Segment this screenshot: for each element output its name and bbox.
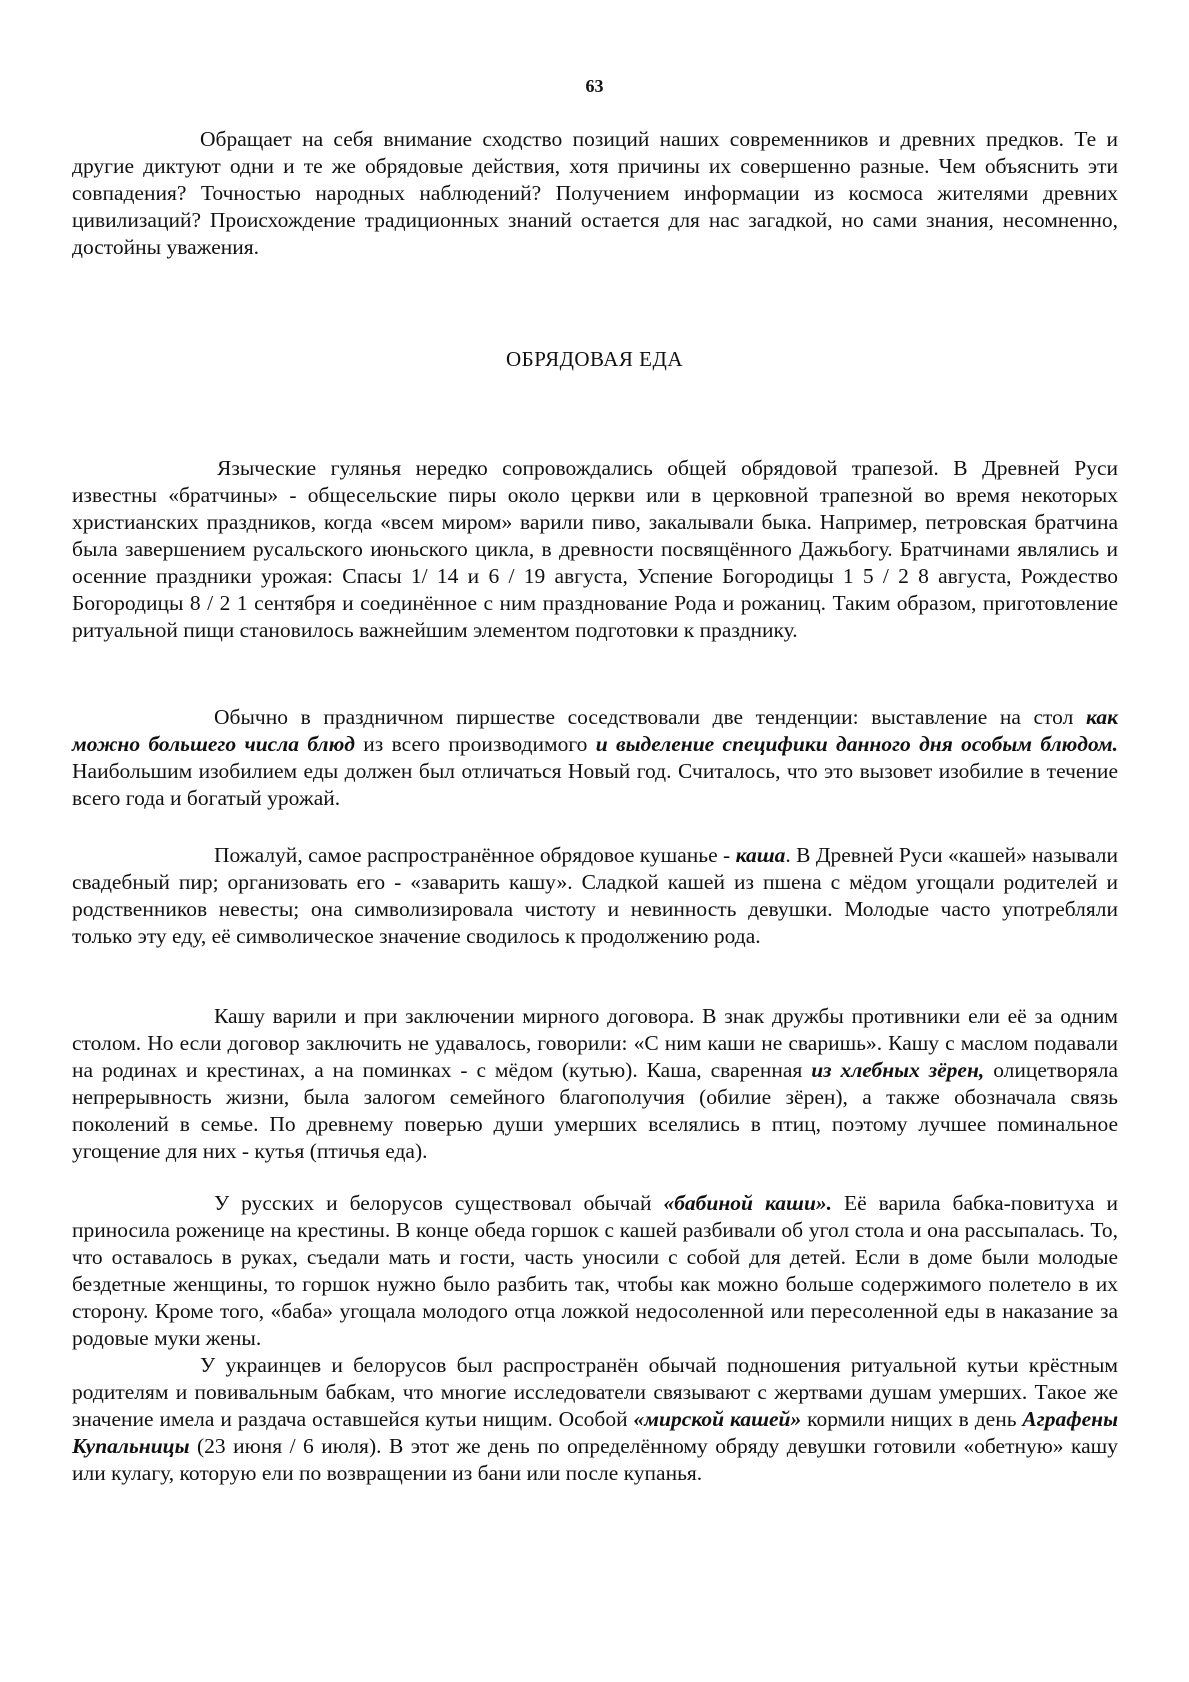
emphasis-text: из хлебных зёрен, [811,1058,985,1082]
paragraph-text: Пожалуй, самое распространённое обрядовое кушанье - [214,843,736,867]
paragraph [72,1190,1118,1352]
paragraph-text: Языческие гулянья нередко сопровождались общей обрядовой трапезой. В Древней Руси известны «братчины» - общесельские пиры около церкви или в церковной трапезной во время некоторых христианских праздников, когда «всем миром» варили пиво, закалывали быка. Например, петровская братчина была завершением русальского июньского цикла, в древности посвящённого Дажьбогу. Братчинами являлись и осенние праздники урожая: Спасы 1/ 14 и 6 / 19 августа, Успение Богородицы 1 5 / 2 8 августа, Рождество Богородицы 8 / 2 1 сентября и соединённое с ним празднование Рода и рожаниц. Таким образом, приготовление ритуальной пищи становилось важнейшим элементом подготовки к празднику. [72,456,1118,642]
paragraph-text: . В Древней Руси «кашей» называли свадебный пир; организовать его - «заварить кашу». Сладкой кашей из пшена с мёдом угощали родителей и родственников невесты; она символизировала чистоту и невинность девушки. Молодые часто употребляли только эту еду, её символическое значение сводилось к продолжению рода. [72,843,1119,948]
paragraph [72,126,1118,261]
paragraph-text: кормили нищих в день [801,1407,1023,1431]
paragraph-text: Обычно в праздничном пиршестве соседствовали две тенденции: выставление на стол [214,705,1086,729]
paragraph-text: Её варила бабка-повитуха и приносила роженице на крестины. В конце обеда горшок с кашей разбивали об угол стола и она рассыпалась. То, что оставалось в руках, съедали мать и гости, часть уносили с собой для детей. Если в доме были молодые бездетные женщины, то горшок нужно было разбить так, чтобы как можно больше содержимого полетело в их сторону. Кроме того, «баба» угощала молодого отца ложкой недосоленной или пересоленной еды в наказание за родовые муки жены. [72,1191,1119,1350]
paragraph [72,704,1118,812]
paragraph-text: (23 июня / 6 июля). В этот же день по определённому обряду девушки готовили «обетную» кашу или кулагу, которую ели по возвращении из бани или после купанья. [72,1434,1118,1485]
emphasis-text: как можно большего числа блюд [72,705,1118,756]
paragraph [72,842,1118,950]
paragraph [72,455,1118,644]
paragraph-text: из всего производимого [354,732,596,756]
paragraph-text: олицетворяла непрерывность жизни, была залогом семейного благополучия (обилие зёрен), а также обозначала связь поколений в семье. По древнему поверью души умерших вселялись в птиц, поэтому лучшее поминальное угощение для них - кутья (птичья еда). [72,1058,1119,1163]
paragraph-text: У русских и белорусов существовал обычай [214,1191,664,1215]
paragraph-text: У украинцев и белорусов был распространён обычай подношения ритуальной кутьи крёстным родителям и повивальным бабкам, что многие исследователи связывают с жертвами душам умерших. Такое же значение имела и раздача оставшейся кутьи нищим. Особой [72,1353,1118,1431]
paragraph [72,1352,1118,1487]
paragraph [72,1003,1118,1165]
emphasis-text: каша [735,843,786,867]
emphasis-text: Аграфены Купальницы [72,1407,1118,1458]
emphasis-text: «бабиной каши». [663,1191,833,1215]
paragraph-text: Наибольшим изобилием еды должен был отличаться Новый год. Считалось, что это вызовет изобилие в течение всего года и богатый урожай. [72,759,1118,810]
emphasis-text: «мирской кашей» [633,1407,802,1431]
paragraph-text: Кашу варили и при заключении мирного договора. В знак дружбы противники ели её за одним столом. Но если договор заключить не удавалось, говорили: «С ним каши не сваришь». Кашу с маслом подавали на родинах и крестинах, а на поминках - с мёдом (кутью). Каша, сваренная [72,1004,1118,1082]
section-title: ОБРЯДОВАЯ ЕДА [505,347,683,371]
paragraph-text: Обращает на себя внимание сходство позиций наших современников и древних предков. Те и другие диктуют одни и те же обрядовые действия, хотя причины их совершенно разные. Чем объяснить эти совпадения? Точностью народных наблюдений? Получением информации из космоса жителями древних цивилизаций? Происхождение традиционных знаний остается для нас загадкой, но сами знания, несомненно, достойны уважения. [72,127,1118,259]
emphasis-text: и выделение специфики данного дня особым блюдом. [595,732,1118,756]
page-number: 63 [585,76,604,96]
